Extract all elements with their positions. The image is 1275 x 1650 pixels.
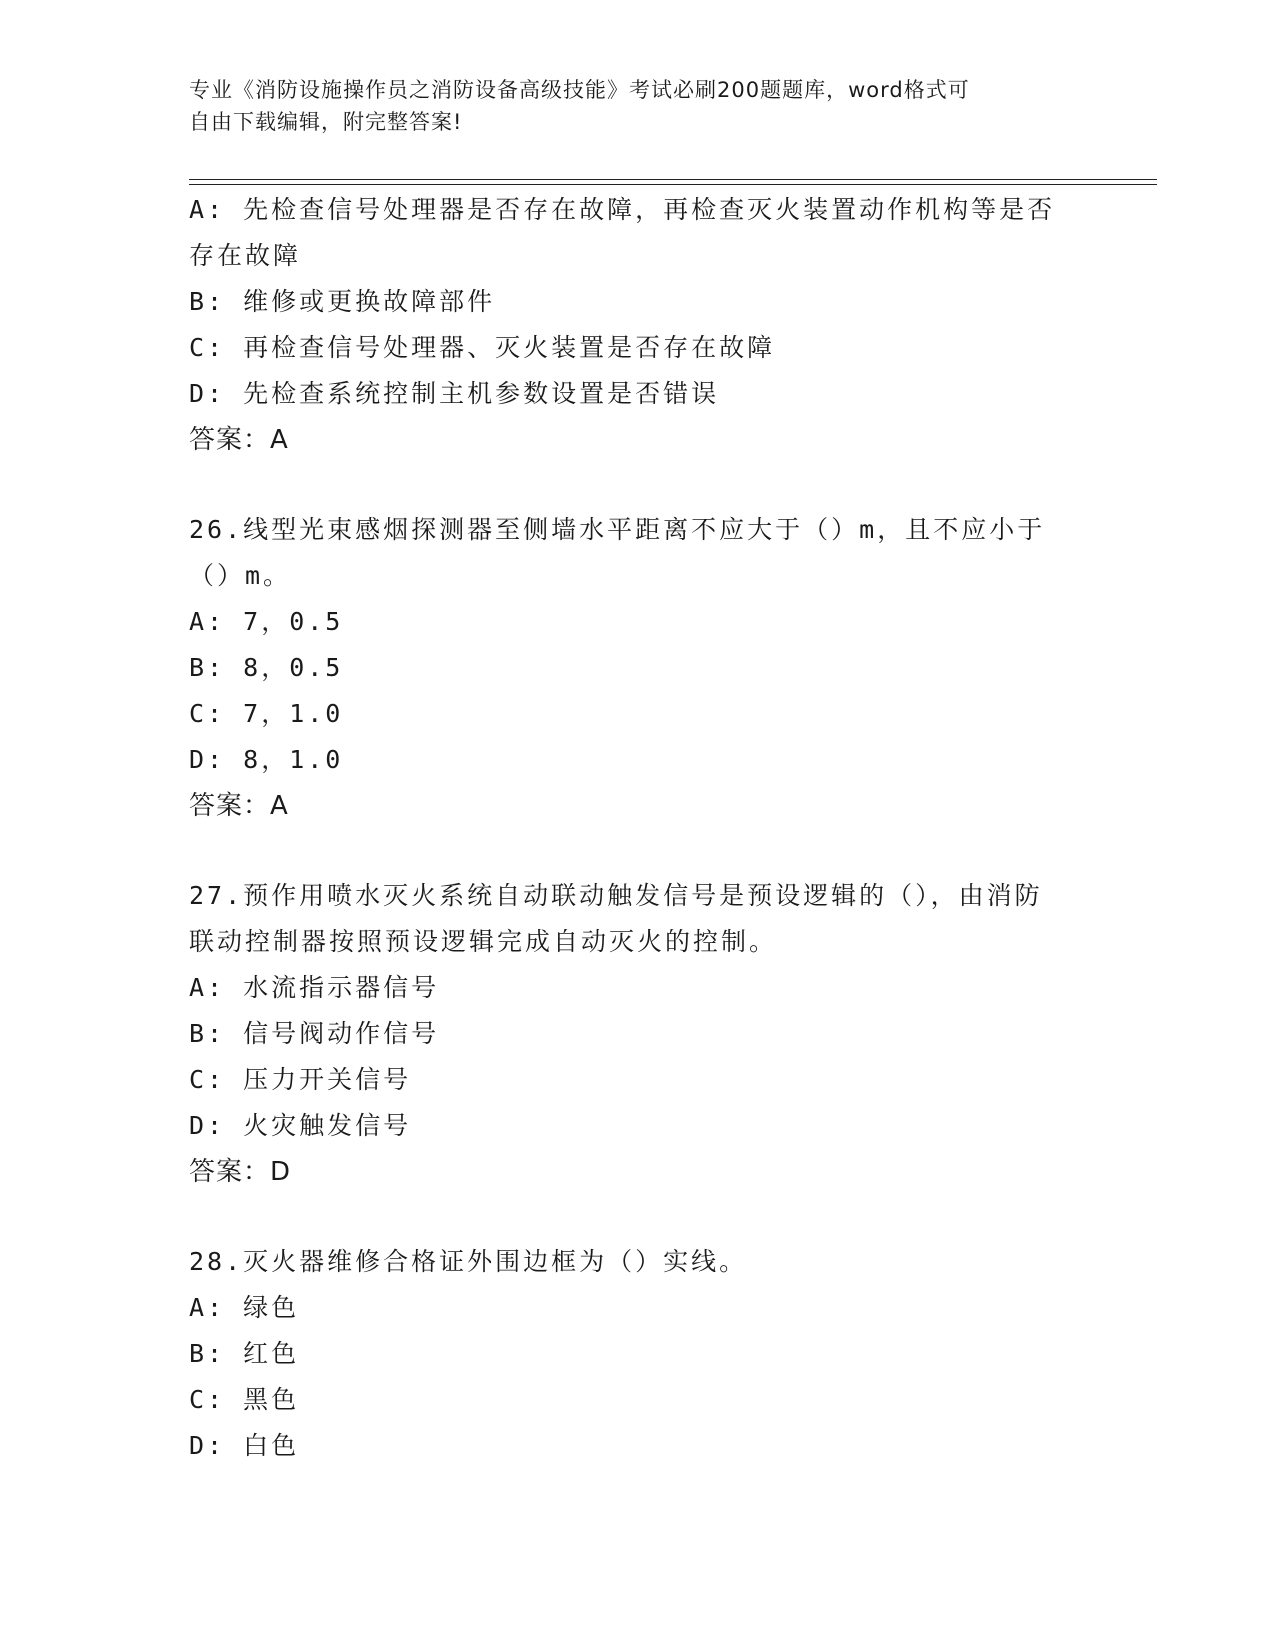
question-28	[189, 1239, 1089, 1469]
question-prev	[189, 187, 1089, 463]
option-d: D: 8，1.0	[189, 745, 344, 774]
option-a: A: 绿色	[189, 1293, 300, 1322]
spacer	[189, 829, 1089, 873]
option-b: B: 维修或更换故障部件	[189, 287, 496, 316]
answer: 答案：A	[189, 791, 289, 821]
header-divider-bottom	[189, 184, 1157, 185]
answer: 答案：D	[189, 1157, 292, 1187]
option-b: B: 8，0.5	[189, 653, 344, 682]
header-divider-top	[189, 179, 1157, 180]
header-line-1: 专业《消防设施操作员之消防设备高级技能》考试必刷200题题库，word格式可	[189, 78, 970, 102]
question-stem-line-2: （）m。	[189, 561, 292, 590]
option-d: D: 火灾触发信号	[189, 1111, 412, 1140]
option-c: C: 黑色	[189, 1385, 300, 1414]
option-b: B: 红色	[189, 1339, 300, 1368]
answer: 答案：A	[189, 425, 289, 455]
option-d: D: 先检查系统控制主机参数设置是否错误	[189, 379, 720, 408]
question-26	[189, 507, 1089, 829]
document-header	[189, 74, 1069, 138]
option-b: B: 信号阀动作信号	[189, 1019, 440, 1048]
spacer	[189, 463, 1089, 507]
question-list	[189, 187, 1089, 1469]
option-c: C: 压力开关信号	[189, 1065, 412, 1094]
question-stem-line-1: 26.线型光束感烟探测器至侧墙水平距离不应大于（）m，且不应小于	[189, 515, 1046, 544]
question-27	[189, 873, 1089, 1195]
option-a-line-2: 存在故障	[189, 241, 302, 270]
option-a-line-1: A: 先检查信号处理器是否存在故障，再检查灭火装置动作机构等是否	[189, 195, 1056, 224]
option-c: C: 再检查信号处理器、灭火装置是否存在故障	[189, 333, 776, 362]
spacer	[189, 1195, 1089, 1239]
question-stem-line-1: 27.预作用喷水灭火系统自动联动触发信号是预设逻辑的（），由消防	[189, 881, 1043, 910]
header-line-2: 自由下载编辑，附完整答案!	[189, 110, 463, 134]
question-stem: 28.灭火器维修合格证外围边框为（）实线。	[189, 1247, 748, 1276]
option-d: D: 白色	[189, 1431, 300, 1460]
option-c: C: 7，1.0	[189, 699, 344, 728]
option-a: A: 7，0.5	[189, 607, 344, 636]
option-a: A: 水流指示器信号	[189, 973, 440, 1002]
question-stem-line-2: 联动控制器按照预设逻辑完成自动灭火的控制。	[189, 927, 778, 956]
